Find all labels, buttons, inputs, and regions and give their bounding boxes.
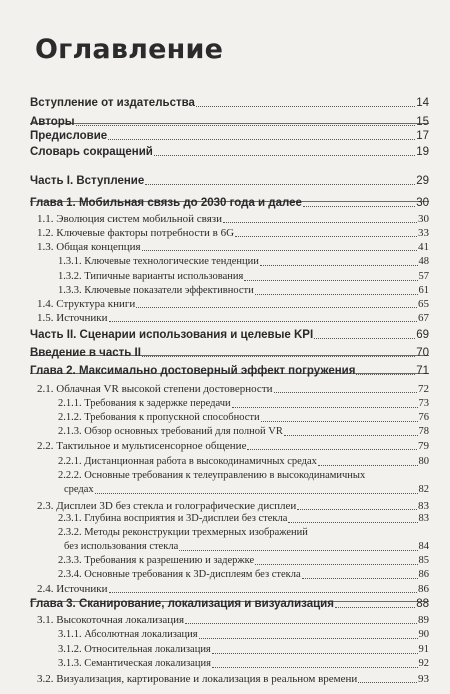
toc-entry[interactable] [30, 424, 429, 438]
toc-entry-label: Часть II. Сценарии использования и целевые KPI [30, 329, 314, 341]
toc-entry-page-number: 88 [416, 598, 429, 610]
toc-entry[interactable] [30, 327, 429, 341]
toc-entry[interactable] [30, 296, 429, 310]
dot-leader [142, 250, 417, 251]
toc-entry[interactable] [30, 239, 429, 253]
dot-leader [212, 667, 418, 668]
toc-entry-page-number: 69 [416, 329, 429, 341]
toc-entry[interactable] [30, 468, 429, 482]
page-title: Оглавление [35, 34, 224, 65]
toc-entry-label: 3.2. Визуализация, картирование и локализация в реальном времени [37, 673, 358, 685]
dot-leader [185, 623, 417, 624]
toc-entry[interactable] [30, 114, 429, 128]
toc-entry-label: 2.3.3. Требования к разрешению и задержке [58, 555, 255, 566]
toc-entry[interactable] [30, 482, 429, 496]
dot-leader [232, 407, 418, 408]
toc-entry-label: 2.2. Тактильное и мультисенсорное общение [37, 440, 247, 452]
dot-leader [303, 206, 415, 207]
toc-entry[interactable] [30, 211, 429, 225]
dot-leader [212, 653, 418, 654]
toc-entry-page-number: 71 [416, 365, 429, 377]
toc-entry-label: 2.4. Источники [37, 583, 108, 595]
toc-entry-page-number: 17 [416, 130, 429, 142]
toc-entry[interactable] [30, 511, 429, 525]
toc-entry-page-number: 65 [418, 298, 429, 310]
toc-entry[interactable] [30, 498, 429, 512]
toc-entry-page-number: 33 [418, 227, 429, 239]
toc-entry-page-number: 76 [418, 412, 429, 423]
toc-entry-page-number: 29 [416, 175, 429, 187]
toc-entry[interactable] [30, 396, 429, 410]
dot-leader [356, 374, 415, 375]
toc-entry-label: 2.1. Облачная VR высокой степени достоверности [37, 383, 273, 395]
toc-entry-label: 2.3.1. Глубина восприятия и 3D-дисплеи без стекла [58, 513, 288, 524]
dot-leader [247, 449, 417, 450]
dot-leader [244, 280, 417, 281]
toc-entry[interactable] [30, 381, 429, 395]
toc-entry-page-number: 82 [418, 484, 429, 495]
dot-leader [95, 493, 418, 494]
toc-entry-label: 1.5. Источники [37, 312, 108, 324]
dot-leader [76, 125, 416, 126]
toc-entry-page-number: 30 [418, 213, 429, 225]
toc-entry-label: 2.1.3. Обзор основных требований для полной VR [58, 426, 283, 437]
toc-entry-page-number: 93 [418, 673, 429, 685]
toc-entry[interactable] [30, 345, 429, 359]
toc-entry[interactable] [30, 454, 429, 468]
toc-entry-page-number: 80 [418, 456, 429, 467]
toc-entry-page-number: 73 [418, 398, 429, 409]
toc-entry[interactable] [30, 525, 429, 539]
toc-entry-label: 2.3. Дисплеи 3D без стекла и голографические дисплеи [37, 500, 297, 512]
toc-entry[interactable] [30, 438, 429, 452]
toc-entry-page-number: 79 [418, 440, 429, 452]
dot-leader [318, 465, 418, 466]
toc-entry[interactable] [30, 567, 429, 581]
toc-entry[interactable] [30, 144, 429, 158]
toc-entry[interactable] [30, 553, 429, 567]
toc-entry-page-number: 86 [418, 583, 429, 595]
toc-entry-page-number: 91 [418, 644, 429, 655]
toc-entry-label: Часть I. Вступление [30, 175, 145, 187]
toc-entry[interactable] [30, 539, 429, 553]
toc-entry-page-number: 92 [418, 658, 429, 669]
toc-entry-page-number: 70 [416, 347, 429, 359]
toc-entry-page-number: 19 [416, 146, 429, 158]
toc-entry-label: 2.3.2. Методы реконструкции трехмерных изображений [58, 527, 308, 538]
table-of-contents [30, 0, 429, 694]
dot-leader [154, 155, 415, 156]
toc-entry-label: 3.1.3. Семантическая локализация [58, 658, 211, 669]
toc-entry[interactable] [30, 363, 429, 377]
toc-entry[interactable] [30, 310, 429, 324]
dot-leader [136, 307, 417, 308]
toc-entry-page-number: 41 [418, 241, 429, 253]
toc-entry-page-number: 15 [416, 116, 429, 128]
toc-entry-label: 3.1.1. Абсолютная локализация [58, 629, 198, 640]
toc-entry[interactable] [30, 642, 429, 656]
dot-leader [179, 550, 417, 551]
toc-entry-label: Глава 2. Максимально достоверный эффект погружения [30, 365, 356, 377]
toc-entry-label: Глава 1. Мобильная связь до 2030 года и далее [30, 197, 302, 209]
toc-entry-page-number: 61 [418, 285, 429, 296]
dot-leader [297, 509, 417, 510]
toc-entry-label: Словарь сокращений [30, 146, 153, 158]
dot-leader [335, 607, 415, 608]
toc-entry[interactable] [30, 671, 429, 685]
toc-entry-page-number: 86 [418, 569, 429, 580]
toc-entry-page-number: 72 [418, 383, 429, 395]
toc-entry-page-number: 30 [416, 197, 429, 209]
toc-entry[interactable] [30, 283, 429, 297]
toc-entry-label: Авторы [30, 116, 75, 128]
dot-leader [302, 578, 418, 579]
toc-entry-page-number: 89 [418, 614, 429, 626]
toc-entry-page-number: 14 [416, 97, 429, 109]
toc-entry-label: 1.1. Эволюция систем мобильной связи [37, 213, 223, 225]
toc-entry[interactable] [30, 612, 429, 626]
toc-entry[interactable] [30, 128, 429, 142]
dot-leader [255, 294, 418, 295]
toc-entry-page-number: 57 [418, 271, 429, 282]
toc-entry[interactable] [30, 254, 429, 268]
toc-entry[interactable] [30, 95, 429, 109]
dot-leader [223, 222, 417, 223]
toc-entry-page-number: 85 [418, 555, 429, 566]
toc-entry-label: 3.1. Высокоточная локализация [37, 614, 185, 626]
toc-entry-label: 1.3.1. Ключевые технологические тенденции [58, 256, 259, 267]
toc-entry[interactable] [30, 173, 429, 187]
toc-entry-page-number: 78 [418, 426, 429, 437]
dot-leader [284, 435, 418, 436]
toc-entry-label: 1.4. Структура книги [37, 298, 136, 310]
dot-leader [235, 236, 417, 237]
toc-entry-page-number: 84 [418, 541, 429, 552]
dot-leader [108, 139, 415, 140]
toc-entry-label: 2.2.2. Основные требования к телеуправлению в высокодинамичных [58, 470, 366, 481]
toc-entry-label: 2.1.2. Требования к пропускной способности [58, 412, 260, 423]
toc-entry-label: 2.2.1. Дистанционная работа в высокодинамичных средах [58, 456, 317, 467]
toc-entry-label: 2.1.1. Требования к задержке передачи [58, 398, 231, 409]
toc-entry-page-number: 83 [418, 500, 429, 512]
toc-entry-label: 1.3. Общая концепция [37, 241, 141, 253]
toc-entry-label: Глава 3. Сканирование, локализация и визуализация [30, 598, 334, 610]
toc-entry-label: 3.1.2. Относительная локализация [58, 644, 211, 655]
toc-entry-label: без использования стекла [64, 541, 179, 552]
dot-leader [358, 682, 417, 683]
toc-entry[interactable] [30, 225, 429, 239]
dot-leader [145, 184, 415, 185]
toc-entry[interactable] [30, 581, 429, 595]
dot-leader [196, 106, 415, 107]
toc-entry[interactable] [30, 410, 429, 424]
toc-entry[interactable] [30, 195, 429, 209]
dot-leader [288, 522, 417, 523]
toc-entry[interactable] [30, 627, 429, 641]
dot-leader [260, 265, 418, 266]
toc-entry-page-number: 48 [418, 256, 429, 267]
dot-leader [109, 592, 418, 593]
dot-leader [109, 321, 418, 322]
toc-entry[interactable] [30, 656, 429, 670]
dot-leader [261, 421, 418, 422]
dot-leader [255, 564, 417, 565]
toc-entry-page-number: 90 [418, 629, 429, 640]
toc-entry-label: 1.3.3. Ключевые показатели эффективности [58, 285, 254, 296]
toc-entry-page-number: 83 [418, 513, 429, 524]
dot-leader [199, 638, 418, 639]
toc-entry-label: 2.3.4. Основные требования к 3D-дисплеям без стекла [58, 569, 301, 580]
toc-entry[interactable] [30, 596, 429, 610]
toc-entry-label: 1.3.2. Типичные варианты использования [58, 271, 244, 282]
dot-leader [314, 338, 415, 339]
toc-entry[interactable] [30, 269, 429, 283]
toc-entry-label: средах [64, 484, 94, 495]
toc-entry-label: Введение в часть II [30, 347, 141, 359]
toc-entry-label: 1.2. Ключевые факторы потребности в 6G [37, 227, 235, 239]
toc-entry-label: Предисловие [30, 130, 108, 142]
dot-leader [274, 392, 417, 393]
dot-leader [142, 356, 415, 357]
toc-entry-page-number: 67 [418, 312, 429, 324]
toc-entry-label: Вступление от издательства [30, 97, 195, 109]
